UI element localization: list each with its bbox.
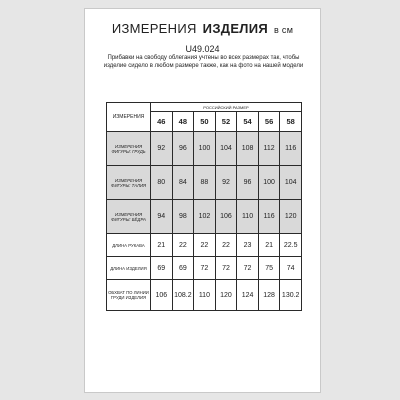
table-cell: 110 — [237, 200, 259, 234]
table-cell: 108 — [237, 132, 259, 166]
size-header-cell: 48 — [172, 112, 194, 132]
row-label: ОБХВАТ ПО ЛИНИИ ГРУДИ ИЗДЕЛИЯ — [107, 280, 151, 311]
table-cell: 92 — [215, 166, 237, 200]
table-cell: 120 — [280, 200, 302, 234]
table-cell: 22 — [172, 234, 194, 257]
table-cell: 104 — [215, 132, 237, 166]
table-cell: 80 — [151, 166, 173, 200]
table-cell: 100 — [258, 166, 280, 200]
size-header-cell: 50 — [194, 112, 216, 132]
table-cell: 110 — [194, 280, 216, 311]
table-cell: 116 — [258, 200, 280, 234]
table-cell: 96 — [172, 132, 194, 166]
table-cell: 22 — [194, 234, 216, 257]
table-cell: 74 — [280, 257, 302, 280]
table-cell: 21 — [151, 234, 173, 257]
table-cell: 120 — [215, 280, 237, 311]
table-cell: 116 — [280, 132, 302, 166]
table-cell: 94 — [151, 200, 173, 234]
size-header-cell: 56 — [258, 112, 280, 132]
table-cell: 22.5 — [280, 234, 302, 257]
table-cell: 98 — [172, 200, 194, 234]
table-row — [107, 257, 302, 280]
table-cell: 22 — [215, 234, 237, 257]
table-cell: 106 — [215, 200, 237, 234]
size-table — [106, 102, 302, 311]
table-row — [107, 280, 302, 311]
title-garment: ИЗДЕЛИЯ — [202, 21, 269, 36]
table-cell: 88 — [194, 166, 216, 200]
table-row — [107, 132, 302, 166]
size-header-row — [107, 103, 302, 112]
table-cell: 72 — [237, 257, 259, 280]
row-label: ИЗМЕРЕНИЯ ФИГУРЫ: ГРУДЬ — [107, 132, 151, 166]
table-cell: 108.2 — [172, 280, 194, 311]
table-cell: 100 — [194, 132, 216, 166]
size-chart-sheet — [84, 8, 321, 393]
page-title — [85, 21, 320, 36]
table-cell: 72 — [215, 257, 237, 280]
table-cell: 69 — [172, 257, 194, 280]
table-cell: 21 — [258, 234, 280, 257]
table-row — [107, 166, 302, 200]
size-header-cell: 52 — [215, 112, 237, 132]
size-header-cell: 58 — [280, 112, 302, 132]
table-cell: 92 — [151, 132, 173, 166]
table-cell: 84 — [172, 166, 194, 200]
table-cell: 23 — [237, 234, 259, 257]
table-cell: 96 — [237, 166, 259, 200]
title-measurements: ИЗМЕРЕНИЯ — [111, 21, 197, 36]
fit-note: Прибавки на свободу облегания учтены во всех размерах так, чтобы изделие сидело в любом размере также, как на фото на нашей модели — [103, 55, 304, 69]
table-cell: 124 — [237, 280, 259, 311]
table-cell: 102 — [194, 200, 216, 234]
row-label: ДЛИНА ИЗДЕЛИЯ — [107, 257, 151, 280]
table-cell: 130.2 — [280, 280, 302, 311]
table-cell: 128 — [258, 280, 280, 311]
table-row — [107, 200, 302, 234]
table-cell: 72 — [194, 257, 216, 280]
size-banner: РОССИЙСКИЙ РАЗМЕР — [151, 103, 302, 112]
row-label: ДЛИНА РУКАВА — [107, 234, 151, 257]
table-cell: 104 — [280, 166, 302, 200]
title-unit: в см — [274, 25, 294, 35]
table-cell: 75 — [258, 257, 280, 280]
table-row — [107, 234, 302, 257]
table-cell: 69 — [151, 257, 173, 280]
table-cell: 112 — [258, 132, 280, 166]
size-header-cell: 46 — [151, 112, 173, 132]
corner-label: ИЗМЕРЕНИЯ — [107, 103, 151, 132]
table-cell: 106 — [151, 280, 173, 311]
row-label: ИЗМЕРЕНИЯ ФИГУРЫ: БЁДРА — [107, 200, 151, 234]
row-label: ИЗМЕРЕНИЯ ФИГУРЫ: ТАЛИЯ — [107, 166, 151, 200]
article-number: U49.024 — [185, 44, 220, 54]
size-header-cell: 54 — [237, 112, 259, 132]
